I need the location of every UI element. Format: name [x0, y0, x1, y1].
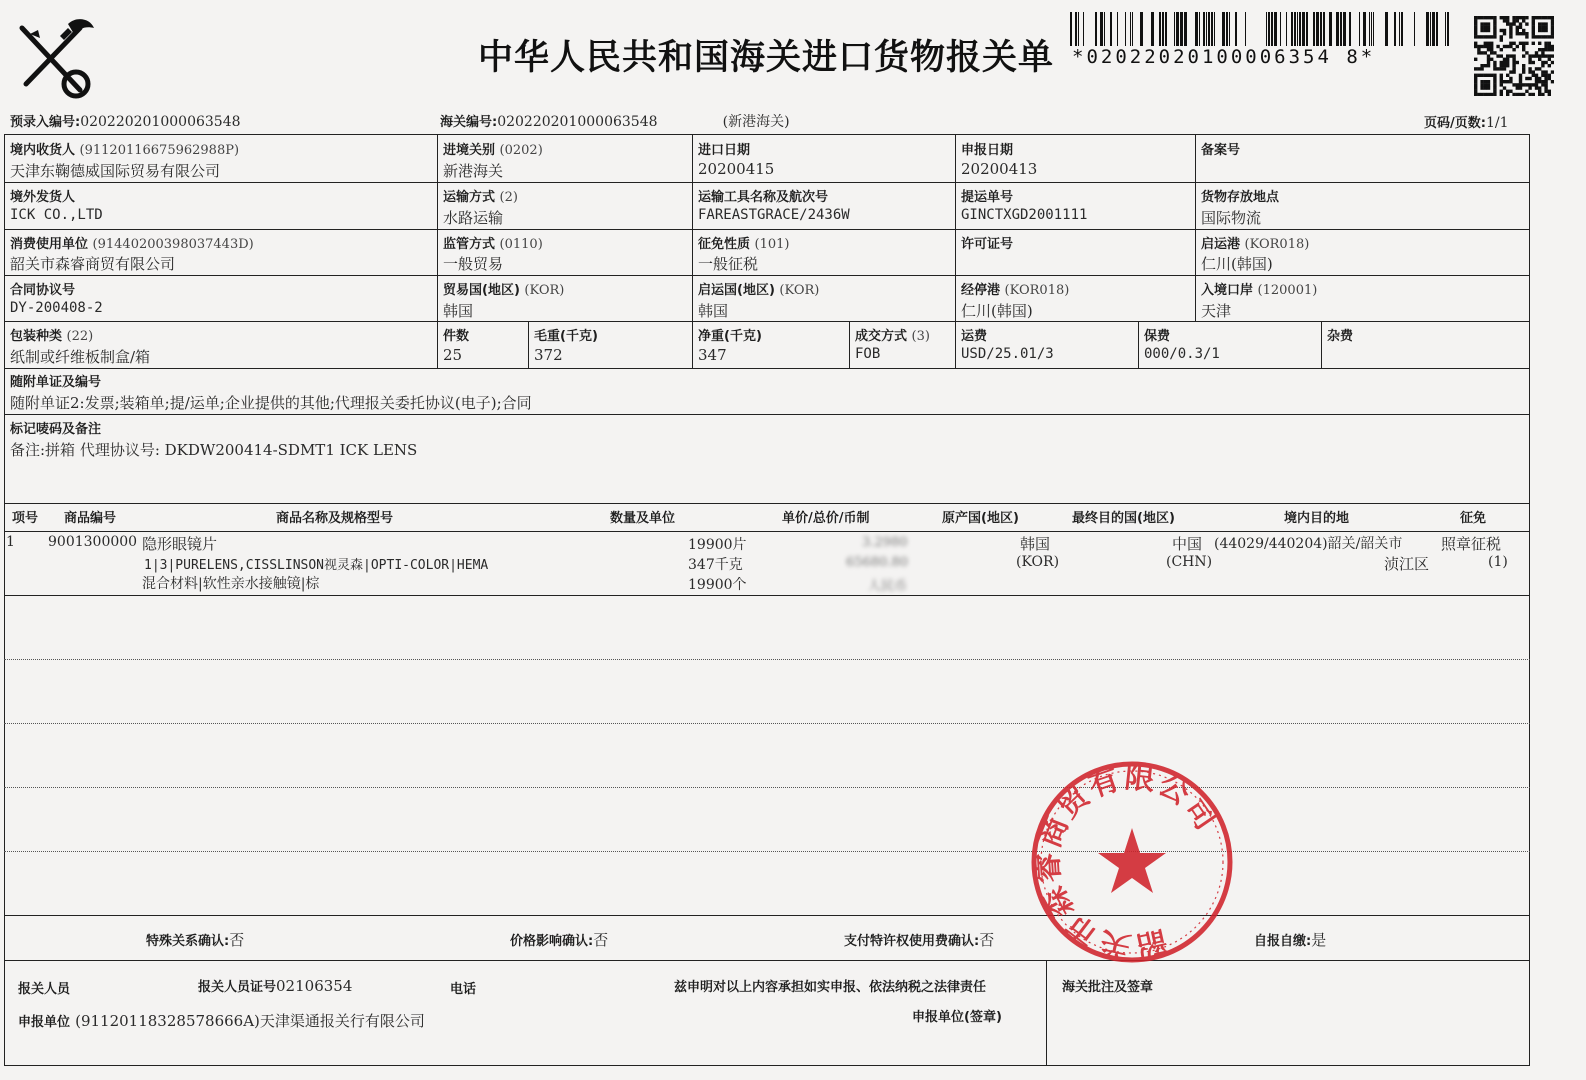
supervision-label: 监管方式 (0110) [443, 237, 543, 252]
declaring-unit: 申报单位 (91120118328578666A)天津渠通报关行有限公司 [18, 1012, 425, 1030]
page-number: 页码/页数:1/1 [1424, 115, 1509, 131]
goods-header-origin: 原产国(地区) [942, 511, 1019, 526]
marks-label: 标记唛码及备注 [10, 422, 102, 437]
legal-statement: 兹申明对以上内容承担如实申报、依法纳税之法律责任 [674, 980, 987, 995]
pieces-value: 25 [443, 346, 463, 364]
customs-emblem-icon [10, 14, 98, 102]
dep-port-value: 仁川(韩国) [1201, 255, 1273, 273]
trade-country-value: 韩国 [443, 302, 474, 320]
gross-weight-label: 毛重(千克) [534, 329, 598, 344]
special-relation-confirm: 特殊关系确认:否 [146, 931, 245, 949]
package-value: 纸制或纤维板制盒/箱 [10, 348, 151, 366]
tax-nature-value: 一般征税 [698, 255, 759, 273]
goods-header-name: 商品名称及规格型号 [276, 511, 394, 526]
form-title: 中华人民共和国海关进口货物报关单 [478, 38, 1055, 78]
goods-origin-code: (KOR) [1016, 554, 1060, 570]
tax-nature-label: 征免性质 (101) [698, 237, 790, 252]
goods-currency: 人民币 [868, 579, 908, 594]
transport-value: 水路运输 [443, 209, 504, 227]
declarant-label: 报关人员 [18, 982, 71, 997]
barcode [1070, 12, 1450, 46]
declare-date-label: 申报日期 [961, 143, 1014, 158]
consignee-label: 境内收货人 (91120116675962988P) [10, 143, 240, 158]
vessel-label: 运输工具名称及航次号 [698, 190, 829, 205]
contract-label: 合同协议号 [10, 283, 76, 298]
self-pay-confirm: 自报自缴:是 [1254, 931, 1327, 949]
pieces-label: 件数 [443, 329, 470, 344]
goods-no: 1 [6, 534, 15, 550]
goods-qty-2: 347千克 [688, 557, 743, 573]
gross-weight-value: 372 [534, 346, 563, 364]
via-port-value: 仁川(韩国) [961, 302, 1033, 320]
goods-header-qty: 数量及单位 [610, 511, 676, 526]
consumer-label: 消费使用单位 (91440200398037443D) [10, 237, 254, 252]
bl-label: 提运单号 [961, 190, 1014, 205]
goods-dest-code: (CHN) [1166, 554, 1213, 570]
bl-value: GINCTXGD2001111 [961, 207, 1088, 223]
declare-date-value: 20200413 [961, 160, 1038, 178]
seal-label: 申报单位(签章) [912, 1010, 1002, 1025]
goods-name-line3: 混合材料|软性亲水接触镜|棕 [142, 576, 320, 592]
via-port-label: 经停港 (KOR018) [961, 283, 1070, 298]
freight-value: USD/25.01/3 [961, 346, 1054, 362]
shipper-value: ICK CO.,LTD [10, 207, 103, 223]
goods-domestic-2: 浈江区 [1384, 555, 1430, 573]
goods-tax: 照章征税 [1441, 535, 1502, 553]
storage-value: 国际物流 [1201, 209, 1262, 227]
trade-country-label: 贸易国(地区) (KOR) [443, 283, 565, 298]
goods-total-price: 65680.80 [846, 555, 909, 570]
table-row [4, 532, 1530, 594]
goods-header-no: 项号 [12, 511, 39, 526]
goods-unit-price: 3.2980 [862, 535, 908, 550]
record-no-label: 备案号 [1201, 143, 1241, 158]
marks-value: 备注:拼箱 代理协议号: DKDW200414-SDMT1 ICK LENS [10, 441, 418, 459]
customs-sign-label: 海关批注及签章 [1062, 980, 1154, 995]
declarant-cert: 报关人员证号02106354 [198, 977, 353, 995]
import-date-value: 20200415 [698, 160, 775, 178]
goods-domestic: (44029/440204)韶关/韶关市 [1214, 536, 1403, 552]
net-weight-label: 净重(千克) [698, 329, 762, 344]
insurance-value: 000/0.3/1 [1144, 346, 1220, 362]
company-seal-stamp [1028, 758, 1236, 966]
goods-header-code: 商品编号 [64, 511, 117, 526]
docs-label: 随附单证及编号 [10, 375, 102, 390]
goods-name-line1: 隐形眼镜片 [142, 535, 218, 553]
supervision-value: 一般贸易 [443, 255, 504, 273]
stamp-text: 韶关市森睿商贸有限公司 [1030, 759, 1225, 965]
goods-name-line2: 1|3|PURELENS,CISSLINSON视灵森|OPTI-COLOR|HEMA [144, 558, 489, 573]
contract-value: DY-200408-2 [10, 300, 103, 316]
consignee-value: 天津东鞠德威国际贸易有限公司 [10, 162, 221, 180]
goods-header-tax: 征免 [1460, 511, 1487, 526]
net-weight-value: 347 [698, 346, 727, 364]
vessel-value: FAREASTGRACE/2436W [698, 207, 850, 223]
entry-port-value: 天津 [1201, 302, 1232, 320]
goods-header-dest: 最终目的国(地区) [1072, 511, 1175, 526]
freight-label: 运费 [961, 329, 988, 344]
license-label: 许可证号 [961, 237, 1014, 252]
deal-value: FOB [855, 346, 881, 362]
goods-header-price: 单价/总价/币制 [782, 511, 870, 526]
entry-customs-value: 新港海关 [443, 162, 504, 180]
form-table [4, 134, 1530, 1066]
barcode-text: *02022020100006354 8* [1072, 46, 1376, 68]
dep-country-label: 启运国(地区) (KOR) [698, 283, 820, 298]
qr-code [1474, 16, 1554, 96]
package-label: 包装种类 (22) [10, 329, 94, 344]
misc-label: 杂费 [1327, 329, 1354, 344]
pre-entry-number: 预录入编号:020220201000063548 [10, 114, 241, 130]
shipper-label: 境外发货人 [10, 190, 76, 205]
goods-code: 9001300000 [48, 534, 138, 550]
goods-origin: 韩国 [1020, 535, 1051, 553]
entry-port-label: 入境口岸 (120001) [1201, 283, 1318, 298]
transport-label: 运输方式 (2) [443, 190, 518, 205]
goods-qty-1: 19900片 [688, 537, 747, 553]
insurance-label: 保费 [1144, 329, 1171, 344]
import-date-label: 进口日期 [698, 143, 751, 158]
dep-port-label: 启运港 (KOR018) [1201, 237, 1310, 252]
consumer-value: 韶关市森睿商贸有限公司 [10, 255, 176, 273]
customs-number: 海关编号:020220201000063548 (新港海关) [440, 114, 790, 130]
deal-label: 成交方式 (3) [855, 329, 930, 344]
goods-dest: 中国 [1172, 535, 1203, 553]
price-impact-confirm: 价格影响确认:否 [510, 931, 609, 949]
goods-tax-code: (1) [1488, 554, 1508, 570]
goods-qty-3: 19900个 [688, 577, 747, 593]
goods-header-domestic: 境内目的地 [1284, 511, 1350, 526]
phone-label: 电话 [450, 982, 477, 997]
royalty-confirm: 支付特许权使用费确认:否 [844, 931, 995, 949]
docs-value: 随附单证2:发票;装箱单;提/运单;企业提供的其他;代理报关委托协议(电子);合同 [10, 394, 532, 412]
dep-country-value: 韩国 [698, 302, 729, 320]
storage-label: 货物存放地点 [1201, 190, 1280, 205]
entry-customs-label: 进境关别 (0202) [443, 143, 543, 158]
